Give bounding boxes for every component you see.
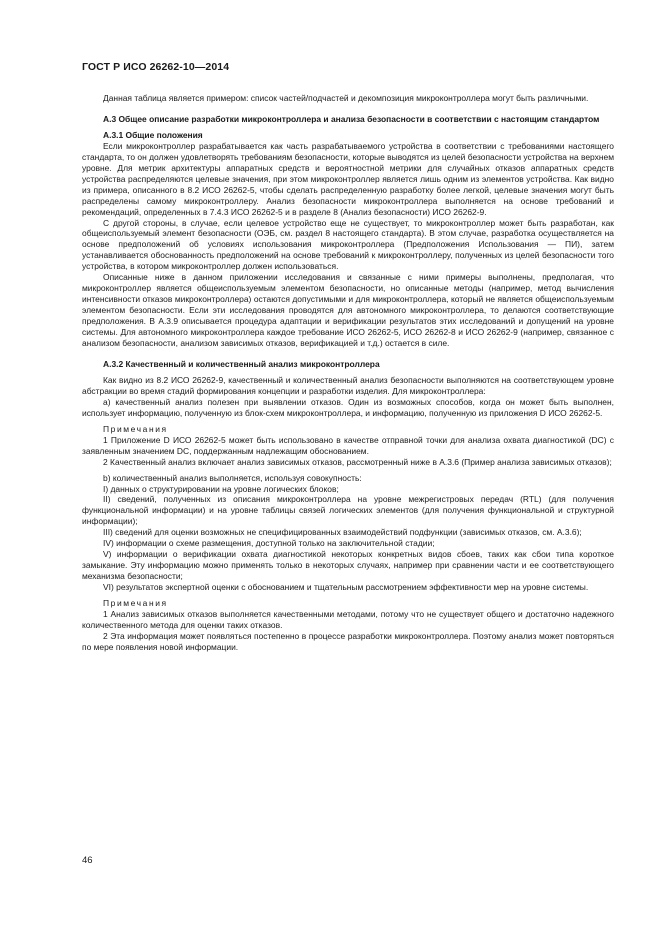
list-item: III) сведений для оценки возможных не специфицированных взаимодействий подфункции (зависимых отказов, см. А.3.6);	[103, 527, 582, 538]
note-item: 1 Анализ зависимых отказов выполняется качественными методами, потому что не существует общего и достаточно надежного количественного метода для оценки таких отказов.	[82, 608, 614, 630]
document-header: ГОСТ Р ИСО 26262-10—2014	[82, 61, 230, 73]
list-item: V) информации о верификации охвата диагностикой некоторых конкретных видов сбоев, таких как сбои типа короткое замыкание. Эту информацию можно применять только в некоторых случаях, например при сравнении части и ее соответствующего механизма безопасности;	[82, 549, 614, 582]
section-a3-title: А.3 Общее описание разработки микроконтроллера и анализа безопасности в соответствии с настоящим стандартом	[103, 113, 600, 124]
list-item: IV) информации о схеме размещения, доступной только на заключительной стадии;	[103, 538, 435, 549]
a31-paragraph: С другой стороны, в случае, если целевое устройство еще не существует, то микроконтроллер может быть разработан, как общеиспользуемый элемент безопасности (ОЭБ, см. раздел 8 настоящего стандарта). В этом случае, разработка осуществляется на основе предположений об условиях использования микроконтроллера (Предположения Использования — ПИ), затем устанавливается обоснованность предположений на основе требований к микроконтроллеру, полученных из целей безопасности того устройства, в котором микроконтроллер должен использоваться.	[82, 217, 614, 272]
list-item: b) количественный анализ выполняется, используя совокупность:	[103, 472, 362, 483]
list-item: II) сведений, полученных из описания микроконтроллера на уровне межрегистровых передач (RTL) (для получения функциональной информации) и на уровне таблицы связей логических элементов (для получения функциональной и структурной информации);	[82, 494, 614, 527]
note-item: 1 Приложение D ИСО 26262-5 может быть использовано в качестве отправной точки для анализа охвата диагностикой (DC) с заявленным значением DC, поддержанным надлежащим обоснованием.	[82, 434, 614, 456]
notes-title: Примечания	[103, 598, 168, 609]
a32-paragraph: Как видно из 8.2 ИСО 26262-9, качественный и количественный анализ безопасности выполняются на соответствующем уровне абстракции во время стадий формирования концепции и разработки изделия. Для микроконтроллера:	[82, 374, 614, 396]
a31-paragraph: Если микроконтроллер разрабатывается как часть разрабатываемого устройства в соответствии с требованиями настоящего стандарта, то он должен удовлетворять требованиям безопасности, которые выводятся из целей безопасности устройства на верхнем уровне. Для метрик архитектуры аппаратных средств и вероятностной метрики для случайных отказов аппаратных средств устройства распределяются целевые значения, при этом микроконтроллер является лишь одним из элементов устройства. Как видно из примера, описанного в 8.2 ИСО 26262-5, чтобы сделать распределенную разработку более легкой, целевые значения могут быть распределены самому микроконтроллеру. Анализ безопасности микроконтроллера выполняется на основе требований и рекомендаций, определенных в 7.4.3 ИСО 26262-5 и в разделе 8 (Анализ безопасности) ИСО 26262-9.	[82, 140, 614, 217]
intro-paragraph: Данная таблица является примером: список частей/подчастей и декомпозиция микроконтроллера могут быть различными.	[103, 93, 589, 103]
list-item: I) данных о структурировании на уровне логических блоков;	[103, 483, 339, 494]
document-body	[82, 93, 614, 653]
a32-paragraph: а) качественный анализ полезен при выявлении отказов. Один из возможных способов, когда он может быть выполнен, использует информацию, полученную из блок-схем микроконтроллера, и информацию, полученную из приложения D ИСО 26262-5.	[82, 396, 614, 418]
list-item: VI) результатов экспертной оценки с обоснованием и тщательным рассмотрением эффективности мер на уровне системы.	[103, 582, 589, 593]
note-item: 2 Качественный анализ включает анализ зависимых отказов, рассмотренный ниже в А.3.6 (Пример анализа зависимых отказов);	[103, 456, 612, 467]
section-a32-title: А.3.2 Качественный и количественный анализ микроконтроллера	[103, 358, 380, 369]
a31-paragraph: Описанные ниже в данном приложении исследования и связанные с ними примеры выполнены, предполагая, что микроконтроллер является общеиспользуемым элементом безопасности, но описанные методы (например, метод вычисления интенсивности отказов микроконтроллера) остаются допустимыми и для микроконтроллера, который не является общеиспользуемым элементом безопасности. Если эти исследования проводятся для автономного микроконтроллера, то делаются соответствующие предположения. В А.3.9 описывается процедура адаптации и верификации результатов этих исследований и допущений на уровне системы. Для автономного микроконтроллера каждое требование ИСО 26262-5, ИСО 26262-8 и ИСО 26262-9 (например, связанное с анализом безопасности, анализом зависимых отказов, верификацией и т.д.) остается в силе.	[82, 272, 614, 349]
section-a31-title: А.3.1 Общие положения	[103, 129, 203, 140]
notes-title: Примечания	[103, 423, 168, 434]
page-number: 46	[82, 855, 93, 866]
note-item: 2 Эта информация может появляться постепенно в процессе разработки микроконтроллера. Поэтому анализ может повторяться по мере появления новой информации.	[82, 630, 614, 652]
